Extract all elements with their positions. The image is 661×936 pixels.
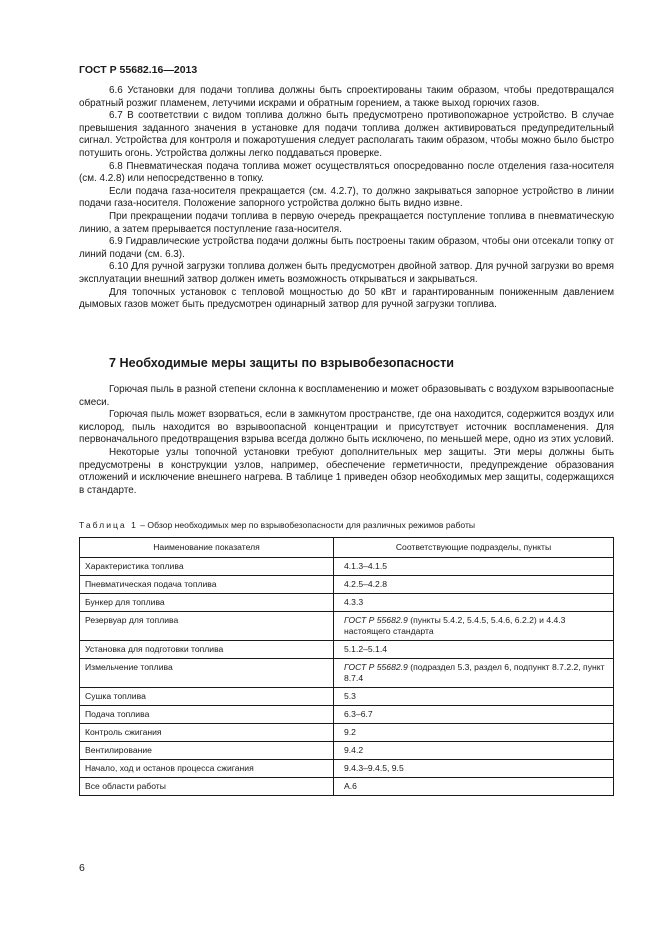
section-7-title: 7 Необходимые меры защиты по взрывобезопасности [109,356,455,370]
section-7-paragraphs [79,384,614,497]
reference-cell [334,706,614,724]
table-row [80,778,614,796]
paragraph: Если подача газа-носителя прекращается (см. 4.2.7), то должно закрываться запорное устройство в линии подачи газа-носителя. Положение запорного устройства должно быть видно извне. [79,185,614,210]
indicator-name-cell: Установка для подготовки топлива [80,641,334,659]
reference-cell [334,594,614,612]
indicator-name-cell: Вентилирование [80,742,334,760]
reference-text: 4.2.5–4.2.8 [344,579,388,589]
reference-standard: ГОСТ Р 55682.9 [344,615,408,625]
reference-cell [334,742,614,760]
reference-cell [334,612,614,641]
reference-cell [334,576,614,594]
paragraph: 6.6 Установки для подачи топлива должны быть спроектированы таким образом, чтобы предотвращался обратный розжиг пламенем, летучими искрами и обратным горением, а также выход горючих газов. [79,85,614,109]
table-row [80,594,614,612]
page-number: 6 [79,862,85,874]
reference-cell [334,558,614,576]
table-header-row [80,538,614,558]
paragraph: 6.7 В соответствии с видом топлива должно быть предусмотрено противопожарное устройство. В случае превышения заданного значения в установке для подачи топлива должен активироваться предупредительный сигнал. Устройства для контроля и пожаротушения следует располагать таким образом, чтобы можно было быстро потушить огонь. Устройства должны легко поддаваться проверке. [79,110,614,159]
indicator-name-cell: Сушка топлива [80,688,334,706]
indicator-name-cell: Пневматическая подача топлива [80,576,334,594]
table-caption-text: – Обзор необходимых мер по взрывобезопасности для различных режимов работы [137,520,476,530]
column-header: Соответствующие подразделы, пункты [334,538,614,558]
table-row [80,724,614,742]
reference-text: (пункты 5.4.2, 5.4.5, 5.4.6, 6.2.2) и 4.4.3 настоящего стандарта [344,615,566,636]
reference-text: 9.4.3–9.4.5, 9.5 [344,763,404,773]
reference-cell [334,659,614,688]
column-header: Наименование показателя [80,538,334,558]
reference-text: 9.2 [344,727,356,737]
indicator-name-cell: Все области работы [80,778,334,796]
paragraph: Горючая пыль в разной степени склонна к воспламенению и может образовывать с воздухом взрывоопасные смеси. [79,384,614,408]
reference-cell [334,724,614,742]
paragraph: 6.8 Пневматическая подача топлива может осуществляться опосредованно после отделения газа-носителя (см. 4.2.8) или непосредственно в топку. [79,160,614,185]
reference-text: (подраздел 5.3, раздел 6, подпункт 8.7.2.2, пункт 8.7.4 [344,662,605,683]
paragraph: Некоторые узлы топочной установки требуют дополнительных мер защиты. Эти меры должны быть предусмотрены в конструкции узлов, например, обеспечение герметичности, предупреждение образования отложений и исключение внешнего нагрева. В таблице 1 приведен обзор необходимых мер защиты, содержащихся в стандарте. [79,446,614,496]
paragraph: Горючая пыль может взорваться, если в замкнутом пространстве, где она находится, содержится воздух или кислород, пыль находится во взрывоопасной концентрации и присутствует источник воспламенения. Для первоначального предотвращения взрыва всегда должно быть исключено, по меньшей мере, одно из этих условий. [79,409,614,446]
table-row [80,688,614,706]
table-row [80,612,614,641]
table-row [80,641,614,659]
paragraph: При прекращении подачи топлива в первую очередь прекращается поступление топлива в пневматическую линию, а затем прерывается поступление газа-носителя. [79,210,614,235]
indicator-name-cell: Подача топлива [80,706,334,724]
table-body [80,558,614,796]
indicator-name-cell: Контроль сжигания [80,724,334,742]
reference-cell [334,760,614,778]
reference-text: А.6 [344,781,357,791]
paragraph: 6.10 Для ручной загрузки топлива должен быть предусмотрен двойной затвор. Для ручной загрузки во время эксплуатации внешний затвор должен иметь возможность открываться и закрываться. [79,261,614,285]
indicator-name-cell: Бункер для топлива [80,594,334,612]
reference-text: 9.4.2 [344,745,364,755]
safety-measures-table [79,537,614,796]
reference-cell [334,778,614,796]
table-row [80,742,614,760]
indicator-name-cell: Начало, ход и останов процесса сжигания [80,760,334,778]
table-row [80,760,614,778]
table-caption [79,520,475,530]
reference-text: 4.3.3 [344,597,364,607]
table-row [80,576,614,594]
top-paragraphs [79,85,614,312]
indicator-name-cell: Характеристика топлива [80,558,334,576]
reference-cell [334,688,614,706]
reference-cell [334,641,614,659]
reference-text: 5.3 [344,691,356,701]
document-header: ГОСТ Р 55682.16—2013 [79,64,198,76]
table-row [80,706,614,724]
table-row [80,558,614,576]
paragraph: 6.9 Гидравлические устройства подачи должны быть построены таким образом, чтобы они отсекали топку от линий подачи (см. 6.3). [79,236,614,260]
table-caption-label: Таблица 1 [79,520,138,530]
indicator-name-cell: Измельчение топлива [80,659,334,688]
reference-text: 4.1.3–4.1.5 [344,561,388,571]
reference-standard: ГОСТ Р 55682.9 [344,662,408,672]
table-row [80,659,614,688]
paragraph: Для топочных установок с тепловой мощностью до 50 кВт и гарантированным пониженным давлением дымовых газов может быть предусмотрен одинарный затвор для ручной загрузки топлива. [79,286,614,311]
indicator-name-cell: Резервуар для топлива [80,612,334,641]
reference-text: 5.1.2–5.1.4 [344,644,388,654]
reference-text: 6.3–6.7 [344,709,373,719]
